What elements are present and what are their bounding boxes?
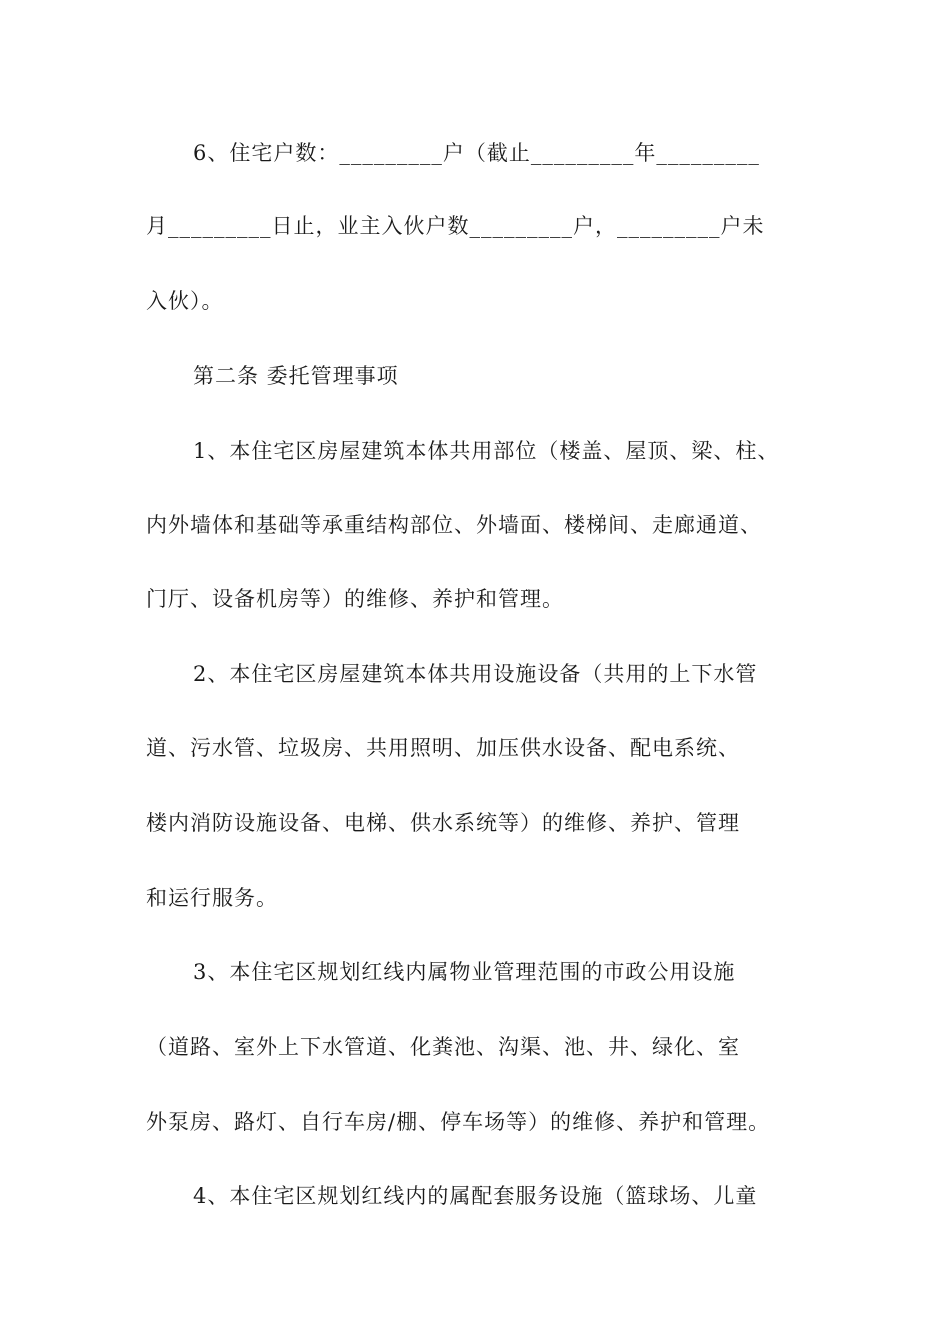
text-line: 入伙）。: [146, 289, 224, 313]
text-line: 内外墙体和基础等承重结构部位、外墙面、楼梯间、走廊通道、: [146, 513, 762, 537]
text-line: 和运行服务。: [146, 886, 278, 910]
text-line: 3、本住宅区规划红线内属物业管理范围的市政公用设施: [193, 960, 736, 984]
text-line: 门厅、设备机房等）的维修、养护和管理。: [146, 587, 564, 611]
text-line: 道、污水管、垃圾房、共用照明、加压供水设备、配电系统、: [146, 736, 740, 760]
text-line: （道路、室外上下水管道、化粪池、沟渠、池、井、绿化、室: [146, 1035, 740, 1059]
text-line: 2、本住宅区房屋建筑本体共用设施设备（共用的上下水管: [193, 662, 758, 686]
text-line: 6、住宅户数：_________户（截止_________年_________: [193, 141, 760, 165]
text-line: 1、本住宅区房屋建筑本体共用部位（楼盖、屋顶、梁、柱、: [193, 439, 780, 463]
section-heading: 第二条 委托管理事项: [193, 364, 399, 388]
text-line: 外泵房、路灯、自行车房/棚、停车场等）的维修、养护和管理。: [146, 1110, 771, 1134]
text-line: 月_________日止，业主入伙户数_________户，_________户未: [146, 214, 765, 238]
text-line: 4、本住宅区规划红线内的属配套服务设施（篮球场、儿童: [193, 1184, 758, 1208]
text-line: 楼内消防设施设备、电梯、供水系统等）的维修、养护、管理: [146, 811, 740, 835]
